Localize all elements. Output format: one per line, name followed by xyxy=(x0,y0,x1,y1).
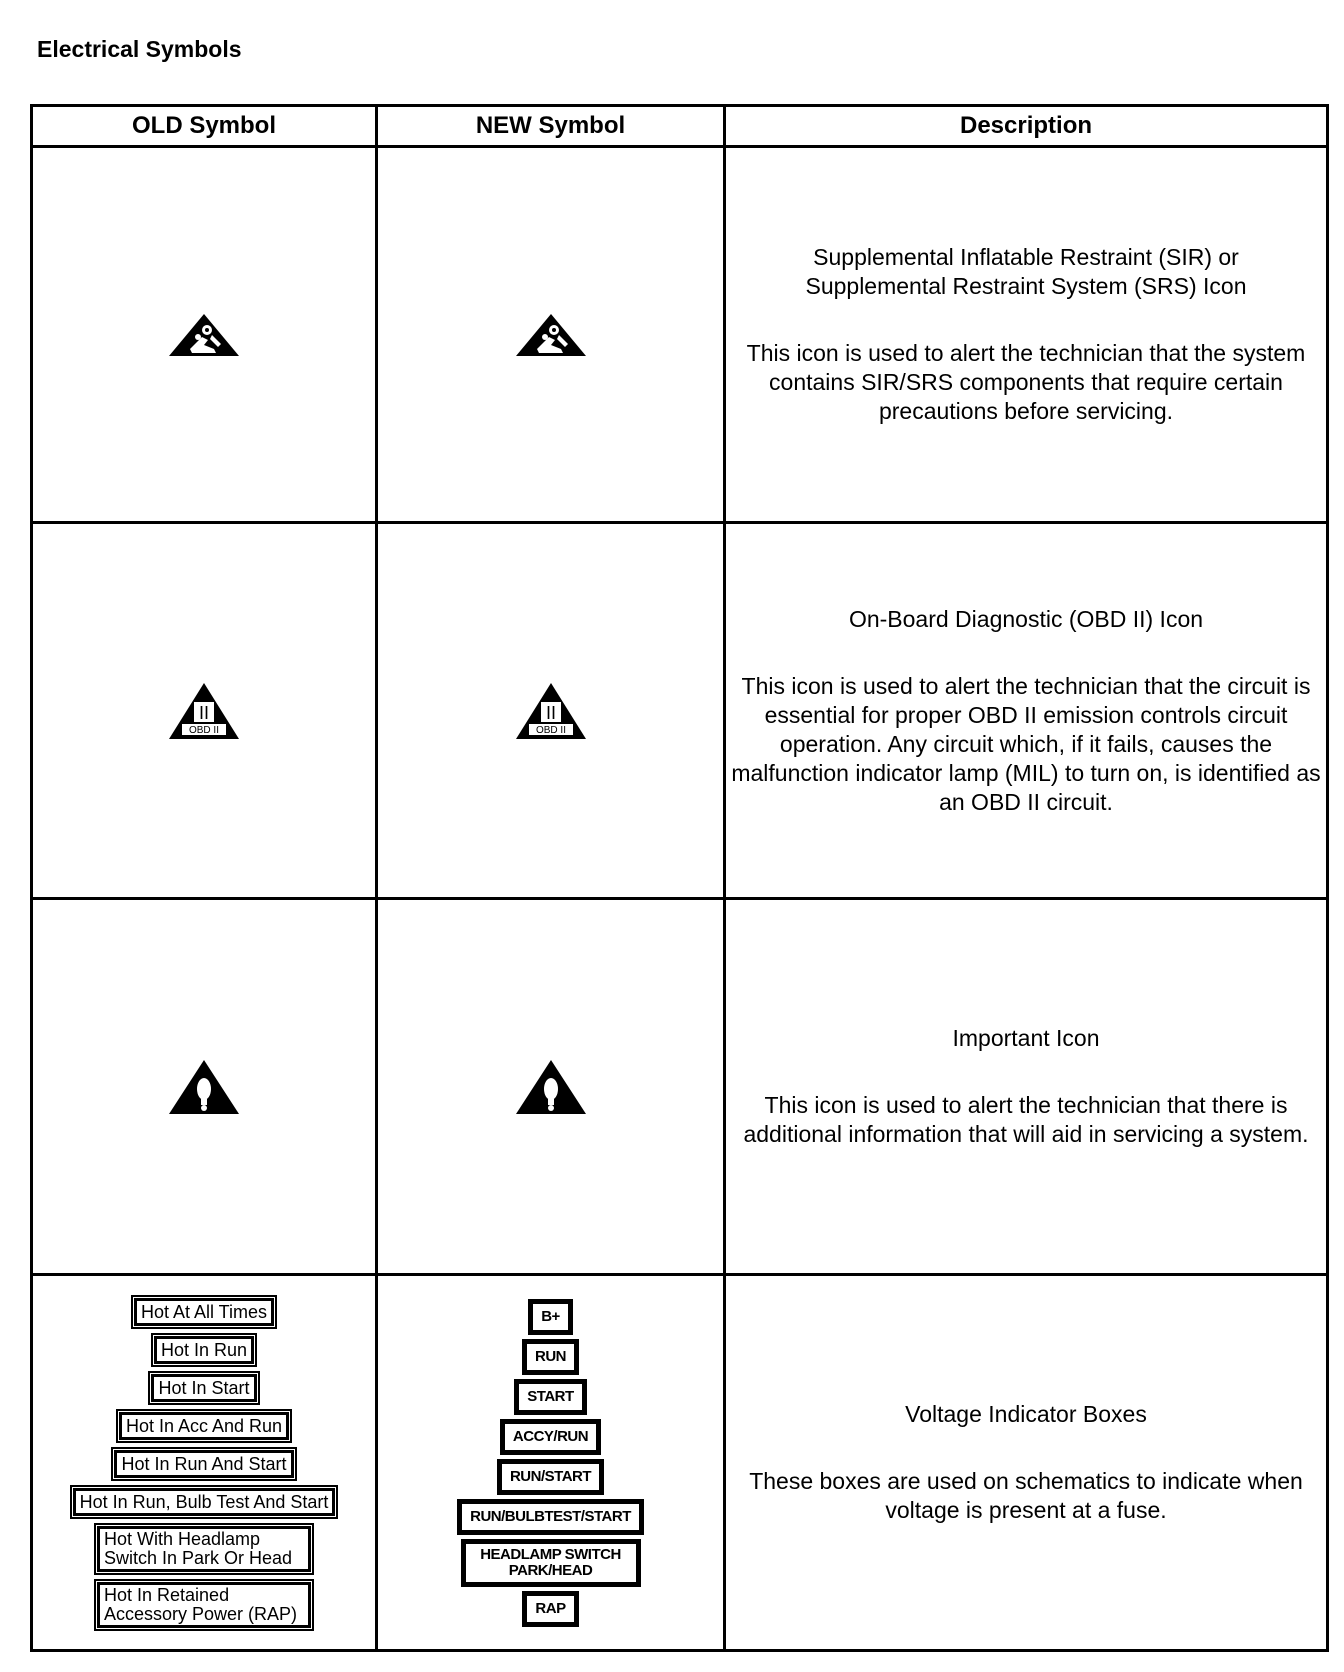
table-row-obd-ii xyxy=(32,523,1328,899)
new-voltage-box xyxy=(522,1339,579,1375)
old-symbol-cell xyxy=(32,1275,377,1651)
description-cell xyxy=(725,147,1328,523)
description-text: These boxes are used on schematics to indicate when voltage is present at a fuse. xyxy=(749,1468,1303,1523)
new-voltage-box-label: RUN/BULBTEST/START xyxy=(461,1503,640,1531)
new-voltage-box xyxy=(528,1299,573,1335)
new-voltage-box xyxy=(500,1419,601,1455)
old-symbol-cell xyxy=(32,147,377,523)
old-voltage-box-list xyxy=(33,1293,375,1633)
page-title: Electrical Symbols xyxy=(37,36,242,62)
description-cell xyxy=(725,1275,1328,1651)
description-title xyxy=(726,243,1326,301)
header-old-symbol: OLD Symbol xyxy=(32,106,377,147)
old-voltage-box: Hot With Headlamp Switch In Park Or Head xyxy=(97,1526,311,1572)
old-voltage-box: Hot In Acc And Run xyxy=(119,1412,289,1440)
description-title: Important Icon xyxy=(952,1025,1100,1051)
new-voltage-box-label: B+ xyxy=(532,1303,569,1331)
description-title: On-Board Diagnostic (OBD II) Icon xyxy=(848,605,1204,632)
old-voltage-box: Hot In Retained Accessory Power (RAP) xyxy=(97,1582,311,1628)
description-title: Voltage Indicator Boxes xyxy=(905,1401,1147,1427)
new-symbol-cell xyxy=(377,1275,725,1651)
description-cell xyxy=(725,899,1328,1275)
obd-icon-label: II xyxy=(198,702,210,723)
old-voltage-box: Hot In Run And Start xyxy=(114,1450,293,1478)
obd-icon-label: II xyxy=(545,702,556,723)
new-voltage-box-list xyxy=(378,1297,723,1629)
new-voltage-box xyxy=(497,1459,604,1495)
new-voltage-box-label: RUN xyxy=(526,1343,575,1371)
obd-icon-sublabel: OBD II xyxy=(535,724,566,736)
header-new-symbol: NEW Symbol xyxy=(377,106,725,147)
obd-icon-sublabel: OBD II xyxy=(188,724,220,736)
table-row-important xyxy=(32,899,1328,1275)
header-description: Description xyxy=(725,106,1328,147)
description-text: This icon is used to alert the technician that the system contains SIR/SRS components that require certain precautions before servicing. xyxy=(746,340,1306,424)
old-symbol-cell xyxy=(32,899,377,1275)
obd-ii-triangle-icon xyxy=(168,682,240,740)
new-voltage-box-label: ACCY/RUN xyxy=(504,1423,597,1451)
new-voltage-box-label: START xyxy=(518,1383,582,1411)
old-voltage-box: Hot In Start xyxy=(151,1374,256,1402)
table-header-row xyxy=(32,106,1328,147)
old-voltage-box: Hot In Run xyxy=(154,1336,254,1364)
description-text: This icon is used to alert the technician that the circuit is essential for proper OBD II emission controls circuit operation. Any circuit which, if it fails, causes the malfunction indicator lamp (MIL) to turn on, is identified as an OBD II circuit. xyxy=(731,672,1321,815)
table-row-sir xyxy=(32,147,1328,523)
new-voltage-box xyxy=(514,1379,586,1415)
important-exclamation-triangle-icon xyxy=(168,1059,240,1115)
old-symbol-cell xyxy=(32,523,377,899)
sir-airbag-warning-triangle-icon xyxy=(168,313,240,357)
new-voltage-box-label: RUN/START xyxy=(501,1463,600,1491)
old-voltage-box: Hot In Run, Bulb Test And Start xyxy=(73,1488,336,1516)
description-title-line: Supplemental Inflatable Restraint (SIR) or xyxy=(813,244,1239,270)
new-voltage-box-label: RAP xyxy=(526,1595,574,1623)
description-title-line: Supplemental Restraint System (SRS) Icon xyxy=(805,273,1247,299)
new-symbol-cell xyxy=(377,147,725,523)
electrical-symbols-table xyxy=(30,104,1329,1652)
sir-airbag-warning-triangle-icon xyxy=(515,313,587,357)
description-cell xyxy=(725,523,1328,899)
new-voltage-box xyxy=(457,1499,644,1535)
new-voltage-box xyxy=(522,1591,578,1627)
old-voltage-box: Hot At All Times xyxy=(134,1298,274,1326)
important-exclamation-triangle-icon xyxy=(515,1059,587,1115)
description-text: This icon is used to alert the technician that there is additional information that will aid in servicing a system. xyxy=(743,1092,1309,1147)
obd-ii-triangle-icon xyxy=(515,682,587,740)
new-symbol-cell xyxy=(377,523,725,899)
new-voltage-box xyxy=(461,1539,641,1587)
table-row-voltage-boxes xyxy=(32,1275,1328,1651)
new-voltage-box-label: HEADLAMP SWITCH PARK/HEAD xyxy=(465,1543,637,1583)
new-symbol-cell xyxy=(377,899,725,1275)
